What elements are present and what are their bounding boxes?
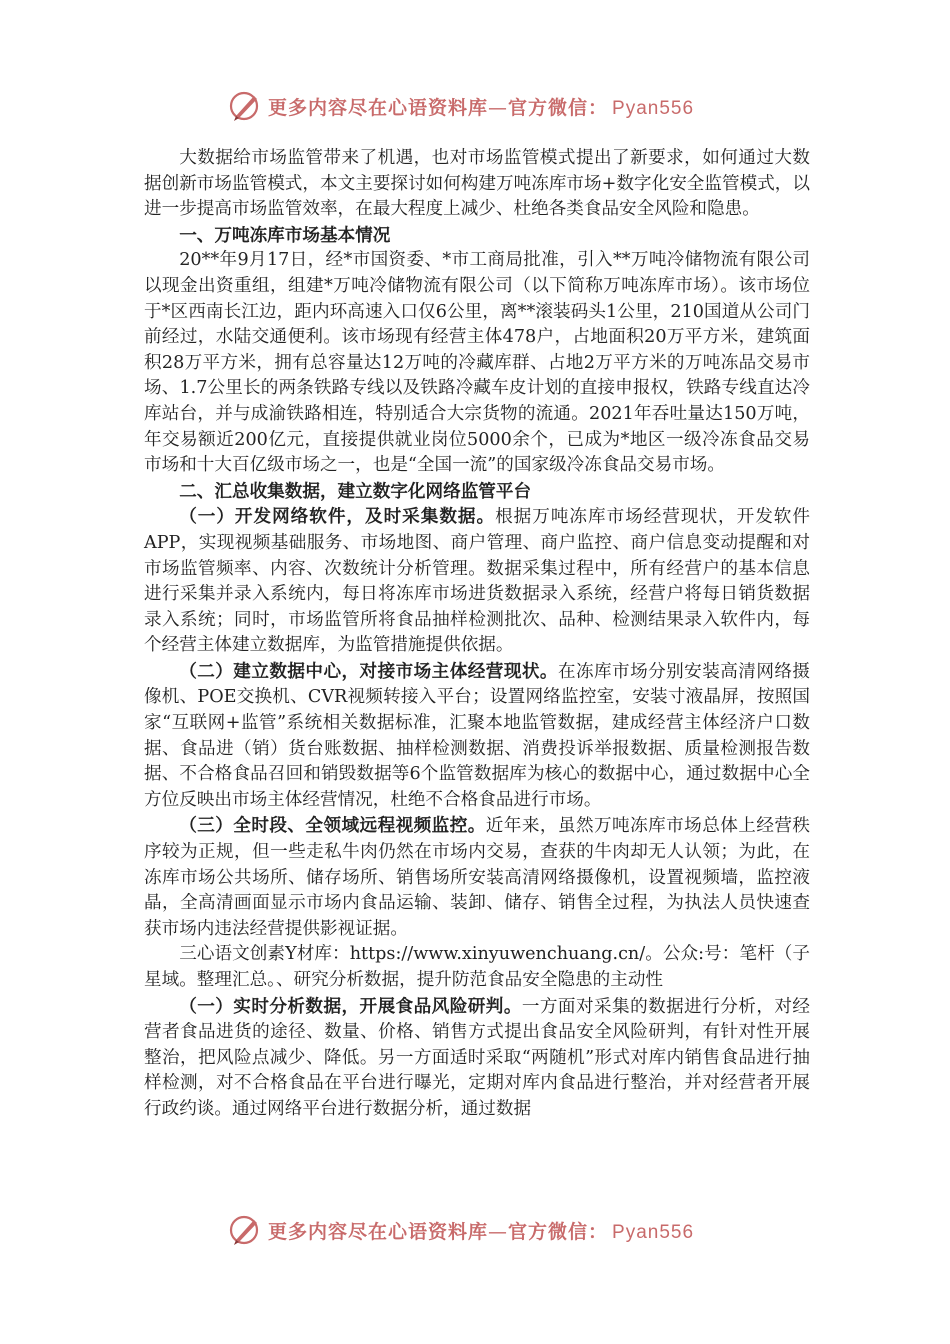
- subheading-risk-analysis: （一）实时分析数据，开展食品风险研判。: [179, 995, 522, 1017]
- document-body: [144, 146, 810, 1123]
- banner-wechat-label: 官方微信：: [508, 96, 609, 119]
- paragraph-risk-analysis: [144, 994, 810, 1123]
- paragraph-software-body: 根据万吨冻库市场经营现状，开发软件APP，实现视频基础服务、市场地图、商户管理、商户监控、商户信息变动提醒和对市场监管频率、内容、次数统计分析管理。数据采集过程中，所有经营户的基本信息进行采集并录入系统内，每日将冻库市场进货数据录入系统，经营户将每日销货数据录入系统；同时，市场监管所将食品抽样检测批次、品种、检测结果录入软件内，每个经营主体建立数据库，为监管措施提供依据。: [144, 507, 810, 656]
- banner-text: [268, 93, 694, 120]
- pen-logo-icon: [228, 1212, 264, 1248]
- banner-wechat-id: Pyan556: [612, 97, 695, 119]
- banner-dash: —: [488, 96, 509, 119]
- paragraph-risk-analysis-body: 一方面对采集的数据进行分析，对经营者食品进货的途径、数量、价格、销售方式提出食品安全风险研判，有针对性开展整治，把风险点减少、降低。另一方面适时采取“两随机”形式对库内销售食品进行抽样检测，对不合格食品在平台进行曝光，定期对库内食品进行整治，并对经营者开展行政约谈。通过网络平台进行数据分析，通过数据: [144, 996, 810, 1119]
- subheading-video-monitoring: （三）全时段、全领域远程视频监控。: [179, 815, 486, 837]
- intro-paragraph: 大数据给市场监管带来了机遇，也对市场监管模式提出了新要求，如何通过大数据创新市场监管模式，本文主要探讨如何构建万吨冻库市场+数字化安全监管模式，以进一步提高市场监管效率，在最大程度上减少、杜绝各类食品安全风险和隐患。: [144, 148, 810, 220]
- banner-wechat-id: Pyan556: [612, 1221, 695, 1243]
- paragraph-data-center-body: 在冻库市场分别安装高清网络摄像机、POE交换机、CVR视频转接入平台；设置网络监控室，安装寸液晶屏，按照国家“互联网+监管”系统相关数据标准，汇聚本地监管数据，建成经营主体经济户口数据、食品进（销）货台账数据、抽样检测数据、消费投诉举报数据、质量检测报告数据、不合格食品召回和销毁数据等6个监管数据库为核心的数据中心，通过数据中心全方位反映出市场主体经营情况，杜绝不合格食品进行市场。: [144, 661, 810, 810]
- banner-slogan: 更多内容尽在心语资料库: [268, 96, 489, 119]
- banner-wechat-label: 官方微信：: [508, 1220, 609, 1243]
- watermark-ad-line: 三心语文创素Y材库：https://www.xinyuwenchuang.cn/。公众:号：笔杆（子星域。整理汇总。、研究分析数据，提升防范食品安全隐患的主动性: [144, 944, 810, 990]
- paragraph-data-center: [144, 659, 810, 814]
- paragraph-software: [144, 504, 810, 659]
- section-heading-1: 一、万吨冻库市场基本情况: [179, 224, 391, 246]
- banner-slogan: 更多内容尽在心语资料库: [268, 1220, 489, 1243]
- banner-text: [268, 1217, 694, 1244]
- subheading-software: （一）开发网络软件，及时采集数据。: [179, 506, 496, 528]
- paragraph-video-monitoring-body: 近年来，虽然万吨冻库市场总体上经营秩序较为正规，但一些走私牛肉仍然在市场内交易，查获的牛肉却无人认领；为此，在冻库市场公共场所、储存场所、销售场所安装高清网络摄像机，设置视频墙，监控液晶，全高清画面显示市场内食品运输、装卸、储存、销售全过程，为执法人员快速查获市场内违法经营提供影视证据。: [144, 816, 810, 939]
- banner-dash: —: [488, 1220, 509, 1243]
- section-heading-2: 二、汇总收集数据，建立数字化网络监管平台: [179, 480, 532, 502]
- footer-banner: [228, 1210, 748, 1250]
- header-banner: [228, 86, 748, 126]
- subheading-data-center: （二）建立数据中心，对接市场主体经营现状。: [179, 660, 558, 682]
- pen-logo-icon: [228, 88, 264, 124]
- paragraph-video-monitoring: [144, 813, 810, 942]
- paragraph-market-overview: 20**年9月17日，经*市国资委、*市工商局批准，引入**万吨冷储物流有限公司以现金出资重组，组建*万吨冷储物流有限公司（以下简称万吨冻库市场）。该市场位于*区西南长江边，距内环高速入口仅6公里，离**滚装码头1公里，210国道从公司门前经过，水陆交通便利。该市场现有经营主体478户，占地面积20万平方米，建筑面积28万平方米，拥有总容量达12万吨的冷藏库群、占地2万平方米的万吨冻品交易市场、1.7公里长的两条铁路专线以及铁路冷藏车皮计划的直接申报权，铁路专线直达冷库站台，并与成渝铁路相连，特别适合大宗货物的流通。2021年吞吐量达150万吨，年交易额近200亿元，直接提供就业岗位5000余个，已成为*地区一级冷冻食品交易市场和十大百亿级市场之一，也是“全国一流”的国家级冷冻食品交易市场。: [144, 250, 810, 476]
